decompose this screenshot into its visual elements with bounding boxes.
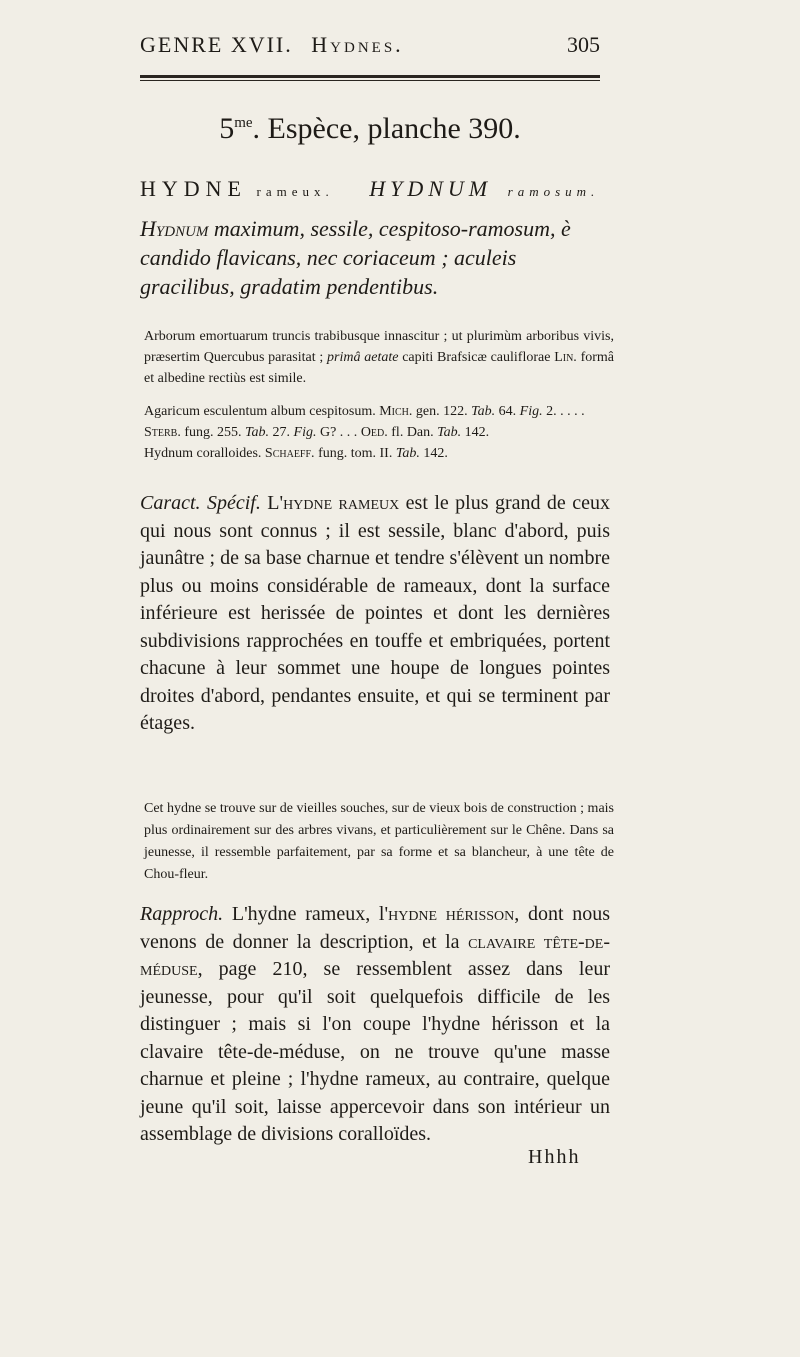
page-number: 305 [567,32,600,57]
rapproch-species-1: hydne hérisson [388,903,515,925]
species-names [140,176,602,202]
synonym-text: Agaricum esculentum album cespitosum. [144,404,380,419]
french-name-epithet: rameux. [256,184,334,199]
synonym-text: fung. tom. II. [314,446,396,461]
synonym-tab: Tab. [395,446,420,461]
rapproch-label: Rapproch. [140,903,224,925]
rapproch-text: L'hydne rameux, l' [223,903,389,925]
synonym-text: fl. Dan. [387,425,438,440]
habitat-text-3: formâ et albedine rectiùs est simile. [144,350,615,386]
header-rule-thin [140,80,600,81]
synonym-line [144,422,624,443]
latin-diagnosis [140,214,610,301]
species-number-suffix: me [234,115,253,131]
caract-species-name: hydne rameux [283,492,400,514]
running-head-genus: Hydnes. [311,32,404,57]
running-head-genre: GENRE XVII. [140,32,293,57]
synonym-tab: Tab. [471,404,496,419]
synonymy [144,401,624,464]
latin-name-main: HYDNUM [369,176,493,201]
printer-signature: Hhhh [528,1146,581,1168]
synonym-author: Oed. [360,425,388,440]
species-title-text: . Espèce, planche 390. [252,112,521,145]
specific-characters [140,490,610,738]
diagnosis-text: maximum, sessile, cespitoso-ramosum, è candido flavicans, nec coriaceum ; aculeis gracilibus, gradatim pendentibus. [140,216,571,299]
habitat-paragraph [144,326,614,389]
header-rule-thick [140,75,600,78]
habitat-italic: primâ aetate [327,350,399,365]
synonym-author: Sterb. [144,425,181,440]
habitat-note: Cet hydne se trouve sur de vieilles souches, sur de vieux bois de construction ; mais plus ordinairement sur des arbres vivans, et particulièrement sur le Chêne. Dans sa jeunesse, il ressemble parfaitement, par sa forme et sa blancheur, à une tête de Chou-fleur. [144,801,614,882]
french-name-main: HYDNE [140,176,247,201]
synonym-tab: Tab. [245,425,270,440]
latin-name-epithet: ramosum. [507,184,600,199]
synonym-text: Hydnum coralloides. [144,446,265,461]
synonym-text: 142. [419,446,448,461]
habitat-text-1: Arborum emortuarum truncis trabibusque innascitur ; ut plurimùm arboribus vivis, præsertim Quercubus parasitat ; [144,329,614,365]
rapproch-species-2: clavaire tête-de-méduse [140,930,610,980]
species-number: 5 [219,112,235,145]
comparison-paragraph [140,901,610,1149]
synonym-text: 2. . . . . [542,404,585,419]
synonym-text: fung. 255. [180,425,246,440]
running-head [140,32,600,58]
caract-label: Caract. Spécif. [140,492,261,514]
synonym-line [144,401,624,422]
synonym-author: Mich. [379,404,413,419]
caract-text: est le plus grand de ceux qui nous sont connus ; il est sessile, blanc d'abord, puis jaunâtre ; de sa base charnue et tendre s'élèvent un nombre plus ou moins considérable de rameaux, dont la surface inférieure est herissée de pointes et dont les dernières subdivisions rapprochées en touffe et embriquées, portent chacune à leur sommet une houpe de longues pointes droites d'abord, pendantes ensuite, et qui se terminent par étages. [140,492,610,734]
species-title [0,112,740,146]
synonym-text: G? . . . [316,425,361,440]
synonym-text: gen. 122. [412,404,472,419]
diagnosis-genus: Hydnum [140,216,209,241]
synonym-text: 64. [495,404,520,419]
synonym-fig: Fig. [293,425,317,440]
synonym-fig: Fig. [519,404,543,419]
synonym-author: Schaeff. [264,446,315,461]
habitat-text-2: capiti Brafsicæ cauliflorae [398,350,555,365]
synonym-text: 27. [269,425,294,440]
rapproch-text: , dont nous venons de donner la description, et la [140,903,611,953]
caract-lead: L' [260,492,284,514]
synonym-line [144,443,624,464]
rapproch-text: , page 210, se ressemblent assez dans leur jeunesse, pour qu'il soit quelquefois difficile de les distinguer ; mais si l'on coupe l'hydne hérisson et la clavaire tête-de-méduse, on ne trouve qu'une masse charnue et pleine ; l'hydne rameux, au contraire, quelque jeune qu'il soit, laisse appercevoir dans son intérieur un assemblage de divisions coralloïdes. [140,958,610,1145]
synonym-tab: Tab. [437,425,462,440]
synonym-text: 142. [461,425,490,440]
habitat-author: Lin. [554,350,577,365]
